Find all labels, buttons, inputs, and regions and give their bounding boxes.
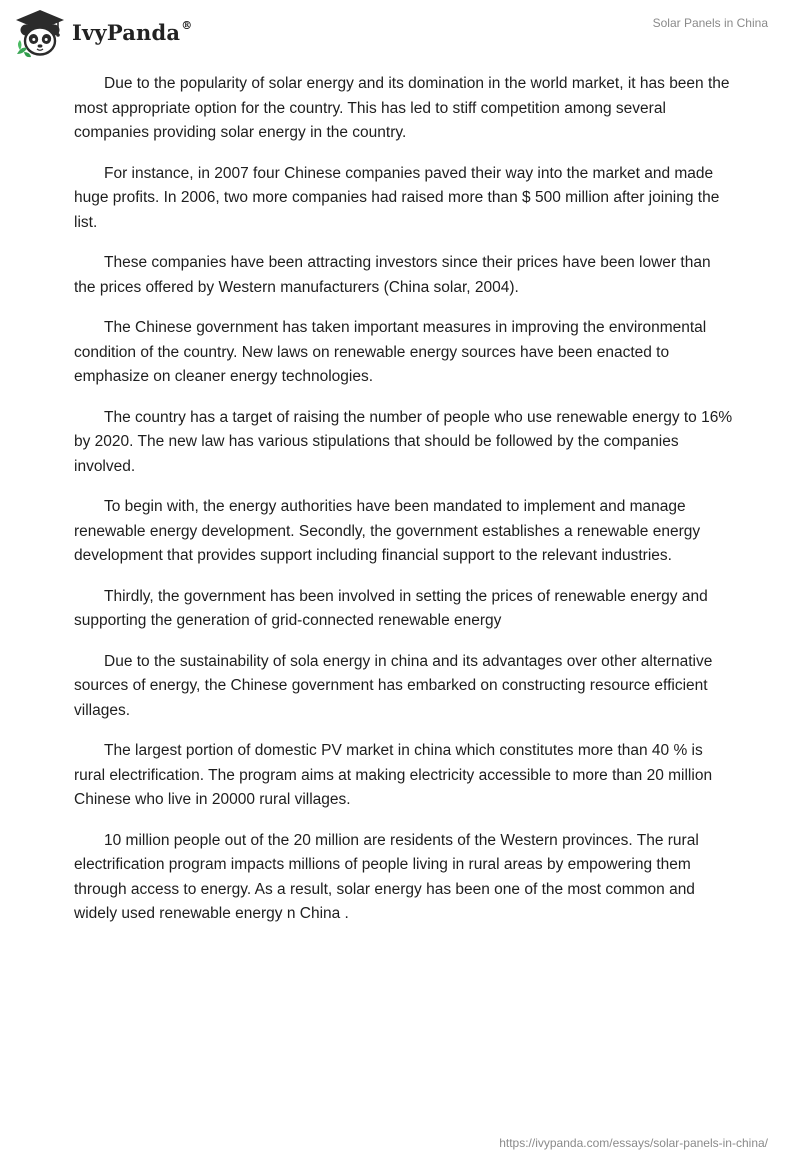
paragraph: For instance, in 2007 four Chinese companies paved their way into the market and made huge profits. In 2006, two more companies had raised more than $ 500 million after joining the list. — [74, 164, 720, 231]
essay-body — [74, 72, 734, 943]
paragraph: The Chinese government has taken important measures in improving the environmental condition of the country. New laws on renewable energy sources have been enacted to emphasize on cleaner energy technologies. — [74, 319, 707, 385]
paragraph: The country has a target of raising the number of people who use renewable energy to 16% by 2020. The new law has various stipulations that should be followed by the companies involved. — [74, 408, 733, 475]
brand-name: IvyPanda® — [72, 18, 193, 45]
paragraph: The largest portion of domestic PV market in china which constitutes more than 40 % is rural electrification. The program aims at making electricity accessible to more than 20 million Chinese who live in 20000 rural villages. — [74, 742, 713, 808]
source-url-link[interactable]: https://ivypanda.com/essays/solar-panels-in-china/ — [499, 1136, 768, 1150]
document-title: Solar Panels in China — [652, 16, 768, 30]
ivypanda-logo[interactable] — [14, 8, 192, 58]
paragraph: To begin with, the energy authorities have been mandated to implement and manage renewable energy development. Secondly, the government establishes a renewable energy development that provides support including financial support to the relevant industries. — [74, 498, 701, 564]
page-header — [0, 0, 800, 64]
paragraph: Due to the sustainability of sola energy in china and its advantages over other alternative sources of energy, the Chinese government has embarked on constructing resource efficient villages. — [74, 652, 713, 719]
paragraph: Thirdly, the government has been involved in setting the prices of renewable energy and supporting the generation of grid-connected renewable energy — [74, 587, 708, 629]
paragraph: Due to the popularity of solar energy and its domination in the world market, it has been the most appropriate option for the country. This has led to stiff competition among several companies providing solar energy in the country. — [74, 75, 730, 141]
paragraph: 10 million people out of the 20 million are residents of the Western provinces. The rural electrification program impacts millions of people living in rural areas by empowering them through access to energy. As a result, solar energy has been one of the most common and widely used renewable energy n China . — [74, 831, 699, 922]
paragraph: These companies have been attracting investors since their prices have been lower than the prices offered by Western manufacturers (China solar, 2004). — [74, 254, 711, 296]
panda-graduate-icon — [14, 8, 66, 58]
